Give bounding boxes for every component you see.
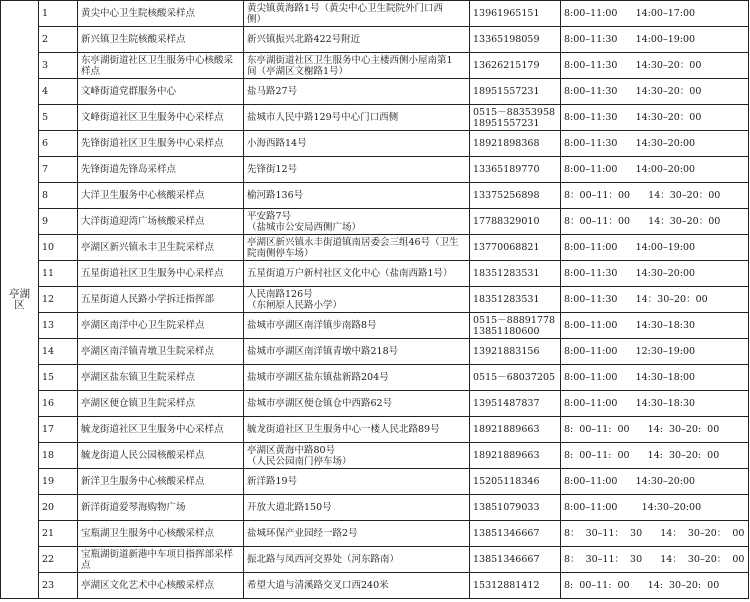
site-name-line: 亭湖区文化艺术中心核酸采样点 <box>81 580 215 591</box>
site-address <box>244 339 470 365</box>
contact-phone <box>470 105 561 131</box>
site-address <box>244 183 470 209</box>
row-number: 14 <box>39 339 78 365</box>
row-number: 22 <box>39 547 78 573</box>
opening-hours: 8:00–11:00 14:00–19:00 <box>561 235 749 261</box>
site-address-line: 新兴镇振兴北路422号附近 <box>247 34 361 45</box>
row-number: 2 <box>39 27 78 53</box>
row-number: 6 <box>39 131 78 157</box>
site-name-line: 大洋卫生服务中心核酸采样点 <box>81 190 205 201</box>
opening-hours: 8：00–11：00 14：30–20：00 <box>561 183 749 209</box>
contact-phone-line: 13770068821 <box>473 242 540 253</box>
table-row <box>1 53 749 79</box>
contact-phone-line: 0515－88353958 <box>473 106 556 118</box>
site-address <box>244 521 470 547</box>
table-row <box>1 1 749 27</box>
contact-phone <box>470 443 561 469</box>
contact-phone-line: 13375256898 <box>473 190 540 201</box>
opening-hours: 8:00–11:30 14：30–20：00 <box>561 287 749 313</box>
site-name <box>78 131 244 157</box>
site-name-line: 新兴镇卫生院核酸采样点 <box>81 34 186 45</box>
site-address <box>244 27 470 53</box>
table-row <box>1 339 749 365</box>
opening-hours: 8： 30–11： 30 14： 30–20： 00 <box>561 521 749 547</box>
opening-hours: 8:00–11:30 14:30–20：00 <box>561 53 749 79</box>
site-name-line: 样点 <box>81 65 101 77</box>
opening-hours: 8:00–11:30 14:30–20：00 <box>561 79 749 105</box>
site-address-line: 盐城市亭湖区便仓镇仓中西路62号 <box>247 398 393 409</box>
opening-hours: 8:00–11:30 14:30–20：00 <box>561 105 749 131</box>
contact-phone-line: 18951557231 <box>473 117 540 129</box>
site-address-line: 振北路与凤西河交界处（河东路南） <box>247 554 400 565</box>
site-address-line: 东亭湖街道社区卫生服务中心主楼西侧小屋南第1 <box>247 54 453 66</box>
site-name <box>78 1 244 27</box>
opening-hours: 8:00–11:00 12:30–19:00 <box>561 339 749 365</box>
row-number: 16 <box>39 391 78 417</box>
site-address-line: 亭湖区黄海中路80号 <box>247 444 336 456</box>
opening-hours: 8:00–11:00 14:30–20:00 <box>561 469 749 495</box>
opening-hours: 8：00–11：00 14：30–20：00 <box>561 209 749 235</box>
contact-phone <box>470 235 561 261</box>
contact-phone <box>470 79 561 105</box>
site-name-line: 东亭湖街道社区卫生服务中心核酸采 <box>81 54 234 66</box>
site-name <box>78 27 244 53</box>
site-address <box>244 157 470 183</box>
contact-phone-line: 15205118346 <box>473 476 540 487</box>
contact-phone <box>470 495 561 521</box>
site-name-line: 亭湖区便仓镇卫生院采样点 <box>81 398 196 409</box>
table-row <box>1 443 749 469</box>
row-number: 19 <box>39 469 78 495</box>
site-name <box>78 573 244 599</box>
site-address <box>244 287 470 313</box>
site-name-line: 毓龙街道社区卫生服务中心采样点 <box>81 424 224 435</box>
site-address-line: 毓龙街道社区卫生服务中心一楼人民北路89号 <box>247 424 440 435</box>
table-row <box>1 235 749 261</box>
site-address-line: 五星街道万户新村社区文化中心（盐南西路1号） <box>247 268 453 279</box>
site-address <box>244 547 470 573</box>
site-name-line: 五星街道社区卫生服务中心采样点 <box>81 268 224 279</box>
table-row <box>1 573 749 599</box>
row-number: 20 <box>39 495 78 521</box>
contact-phone-line: 18921898368 <box>473 138 540 149</box>
row-number: 17 <box>39 417 78 443</box>
site-address-line: 榆河路136号 <box>247 190 304 201</box>
opening-hours: 8:00–11:00 14:00–17:00 <box>561 1 749 27</box>
site-address-line: 小海西路14号 <box>247 138 307 149</box>
site-address-line: 开放大道北路150号 <box>247 502 332 513</box>
table-row <box>1 287 749 313</box>
site-name-line: 点 <box>81 559 91 571</box>
site-address <box>244 261 470 287</box>
site-name <box>78 105 244 131</box>
site-name-line: 五星街道人民路小学拆迁指挥部 <box>81 294 215 305</box>
site-name-line: 新洋卫生服务中心核酸采样点 <box>81 476 205 487</box>
contact-phone-line: 13851180600 <box>473 325 540 337</box>
opening-hours: 8:00–11:30 14:30–20:00 <box>561 261 749 287</box>
site-name-line: 亭湖区盐东镇卫生院采样点 <box>81 372 196 383</box>
contact-phone <box>470 313 561 339</box>
site-name <box>78 547 244 573</box>
site-address-line: （东闸原人民路小学） <box>247 299 343 311</box>
site-address-line: 先锋街12号 <box>247 164 298 175</box>
site-address-line: 盐马路27号 <box>247 86 298 97</box>
contact-phone-line: 18951557231 <box>473 86 540 97</box>
table-row <box>1 79 749 105</box>
site-name-line: 新洋街道爱琴海购物广场 <box>81 502 186 513</box>
site-name <box>78 417 244 443</box>
opening-hours: 8: 00–11: 00 14: 30–20: 00 <box>561 443 749 469</box>
site-address <box>244 1 470 27</box>
contact-phone-line: 0515－88891778 <box>473 314 556 326</box>
site-name <box>78 313 244 339</box>
opening-hours: 8:00–11:00 14:30–18:30 <box>561 391 749 417</box>
site-address-line: 人民南路126号 <box>247 288 313 300</box>
site-address <box>244 495 470 521</box>
table-row <box>1 105 749 131</box>
site-name-line: 大洋街道迎湾广场核酸采样点 <box>81 216 205 227</box>
contact-phone <box>470 1 561 27</box>
site-address <box>244 365 470 391</box>
table-row <box>1 131 749 157</box>
row-number: 7 <box>39 157 78 183</box>
opening-hours: 8:00–11:00 14:30–18:00 <box>561 365 749 391</box>
row-number: 3 <box>39 53 78 79</box>
site-address <box>244 209 470 235</box>
site-address-line: 黄尖镇黄海路1号（黄尖中心卫生院院外门口西 <box>247 2 444 14</box>
row-number: 12 <box>39 287 78 313</box>
contact-phone <box>470 469 561 495</box>
row-number: 13 <box>39 313 78 339</box>
site-address <box>244 79 470 105</box>
site-address-line: 平安路7号 <box>247 210 292 222</box>
contact-phone <box>470 417 561 443</box>
table-row <box>1 183 749 209</box>
contact-phone-line: 18921889663 <box>473 450 540 461</box>
site-name-line: 文峰街道党群服务中心 <box>81 86 177 97</box>
site-name <box>78 79 244 105</box>
site-name <box>78 287 244 313</box>
table-row <box>1 417 749 443</box>
site-name <box>78 365 244 391</box>
contact-phone-line: 13851079033 <box>473 502 540 513</box>
row-number: 9 <box>39 209 78 235</box>
contact-phone <box>470 183 561 209</box>
site-address-line: 间（亭湖区文榭路1号） <box>247 65 349 77</box>
site-name-line: 毓龙街道人民公园核酸采样点 <box>81 450 205 461</box>
site-address-line: 新洋路19号 <box>247 476 298 487</box>
contact-phone <box>470 131 561 157</box>
table-row <box>1 521 749 547</box>
site-address-line: 希望大道与清溪路交叉口西240米 <box>247 580 389 591</box>
site-name-line: 亭湖区南洋镇青墩卫生院采样点 <box>81 346 215 357</box>
site-name <box>78 469 244 495</box>
site-address-line: 亭湖区新兴镇永丰街道镇南居委会三组46号（卫生 <box>247 236 459 248</box>
site-address-line: 盐城环保产业园经一路2号 <box>247 528 358 539</box>
table-row <box>1 547 749 573</box>
table-row <box>1 157 749 183</box>
contact-phone-line: 13365189770 <box>473 164 540 175</box>
site-name <box>78 391 244 417</box>
contact-phone <box>470 27 561 53</box>
site-address <box>244 53 470 79</box>
contact-phone-line: 13365198059 <box>473 34 540 45</box>
site-address <box>244 417 470 443</box>
site-name <box>78 521 244 547</box>
site-name-line: 宝瓶湖街道新港中车项目指挥部采样 <box>81 548 234 560</box>
site-address-line: 盐城市人民中路129号中心门口西侧 <box>247 112 399 123</box>
site-name <box>78 157 244 183</box>
site-address <box>244 313 470 339</box>
site-address-line: （人民公园南门停车场） <box>247 455 352 467</box>
contact-phone <box>470 157 561 183</box>
opening-hours: 8: 00–11: 00 14: 30–20: 00 <box>561 417 749 443</box>
contact-phone <box>470 287 561 313</box>
row-number: 10 <box>39 235 78 261</box>
contact-phone <box>470 391 561 417</box>
district-cell: 亭湖区 <box>1 1 39 599</box>
contact-phone-line: 13961965151 <box>473 8 540 19</box>
site-name-line: 亭湖区南洋中心卫生院采样点 <box>81 320 205 331</box>
contact-phone <box>470 365 561 391</box>
contact-phone-line: 18351283531 <box>473 268 540 279</box>
opening-hours: 8:00–11:30 14:00–19:00 <box>561 27 749 53</box>
site-name <box>78 495 244 521</box>
row-number: 5 <box>39 105 78 131</box>
row-number: 23 <box>39 573 78 599</box>
opening-hours: 8： 30–11： 30 14： 30–20： 00 <box>561 547 749 573</box>
site-address <box>244 443 470 469</box>
table-row <box>1 391 749 417</box>
site-name-line: 先锋街道社区卫生服务中心采样点 <box>81 138 224 149</box>
contact-phone-line: 18921889663 <box>473 424 540 435</box>
contact-phone-line: 0515－68037205 <box>473 372 556 383</box>
contact-phone-line: 13851346667 <box>473 528 540 539</box>
contact-phone-line: 13951487837 <box>473 398 540 409</box>
contact-phone <box>470 339 561 365</box>
site-name-line: 先锋街道先锋岛采样点 <box>81 164 177 175</box>
table-row <box>1 27 749 53</box>
site-name-line: 黄尖中心卫生院核酸采样点 <box>81 8 196 19</box>
row-number: 8 <box>39 183 78 209</box>
contact-phone-line: 13851346667 <box>473 554 540 565</box>
site-address-line: 院南侧停车场） <box>247 247 314 259</box>
site-name <box>78 443 244 469</box>
row-number: 21 <box>39 521 78 547</box>
contact-phone-line: 18351283531 <box>473 294 540 305</box>
contact-phone <box>470 547 561 573</box>
contact-phone-line: 15312881412 <box>473 580 540 591</box>
contact-phone-line: 13626215179 <box>473 60 540 71</box>
site-name <box>78 339 244 365</box>
table-row <box>1 261 749 287</box>
site-address <box>244 469 470 495</box>
site-address <box>244 235 470 261</box>
opening-hours: 8:00–11:00 14:30–20:00 <box>561 495 749 521</box>
row-number: 15 <box>39 365 78 391</box>
table-row <box>1 365 749 391</box>
site-address <box>244 573 470 599</box>
site-address <box>244 391 470 417</box>
opening-hours: 8:00–11:30 14:30–20:00 <box>561 131 749 157</box>
contact-phone-line: 17788329010 <box>473 216 540 227</box>
contact-phone <box>470 261 561 287</box>
table-row <box>1 469 749 495</box>
opening-hours: 8:00–11:00 14:00–20:00 <box>561 157 749 183</box>
site-address-line: 盐城市亭湖区盐东镇盐新路204号 <box>247 372 389 383</box>
site-address-line: 盐城市亭湖区南洋镇步南路8号 <box>247 320 377 331</box>
opening-hours: 8: 00–11: 00 14: 30–20: 00 <box>561 573 749 599</box>
site-address <box>244 131 470 157</box>
site-name-line: 亭湖区新兴镇永丰卫生院采样点 <box>81 242 215 253</box>
table-row <box>1 209 749 235</box>
site-address-line: （盐城市公安局西侧广场） <box>247 221 362 233</box>
site-name-line: 宝瓶湖卫生服务中心核酸采样点 <box>81 528 215 539</box>
contact-phone <box>470 209 561 235</box>
contact-phone <box>470 573 561 599</box>
row-number: 18 <box>39 443 78 469</box>
site-name <box>78 235 244 261</box>
site-address <box>244 105 470 131</box>
contact-phone <box>470 53 561 79</box>
row-number: 11 <box>39 261 78 287</box>
row-number: 4 <box>39 79 78 105</box>
table-body <box>1 1 749 599</box>
site-name <box>78 183 244 209</box>
table-row <box>1 313 749 339</box>
site-name <box>78 53 244 79</box>
contact-phone-line: 13921883156 <box>473 346 540 357</box>
row-number: 1 <box>39 1 78 27</box>
site-name-line: 文峰街道社区卫生服务中心采样点 <box>81 112 224 123</box>
site-name <box>78 261 244 287</box>
contact-phone <box>470 521 561 547</box>
site-address-line: 盐城市亭湖区南洋镇青墩中路218号 <box>247 346 399 357</box>
site-address-line: 侧） <box>247 13 267 25</box>
table-row <box>1 495 749 521</box>
site-name <box>78 209 244 235</box>
opening-hours: 8:00–11:00 14:30–18:30 <box>561 313 749 339</box>
